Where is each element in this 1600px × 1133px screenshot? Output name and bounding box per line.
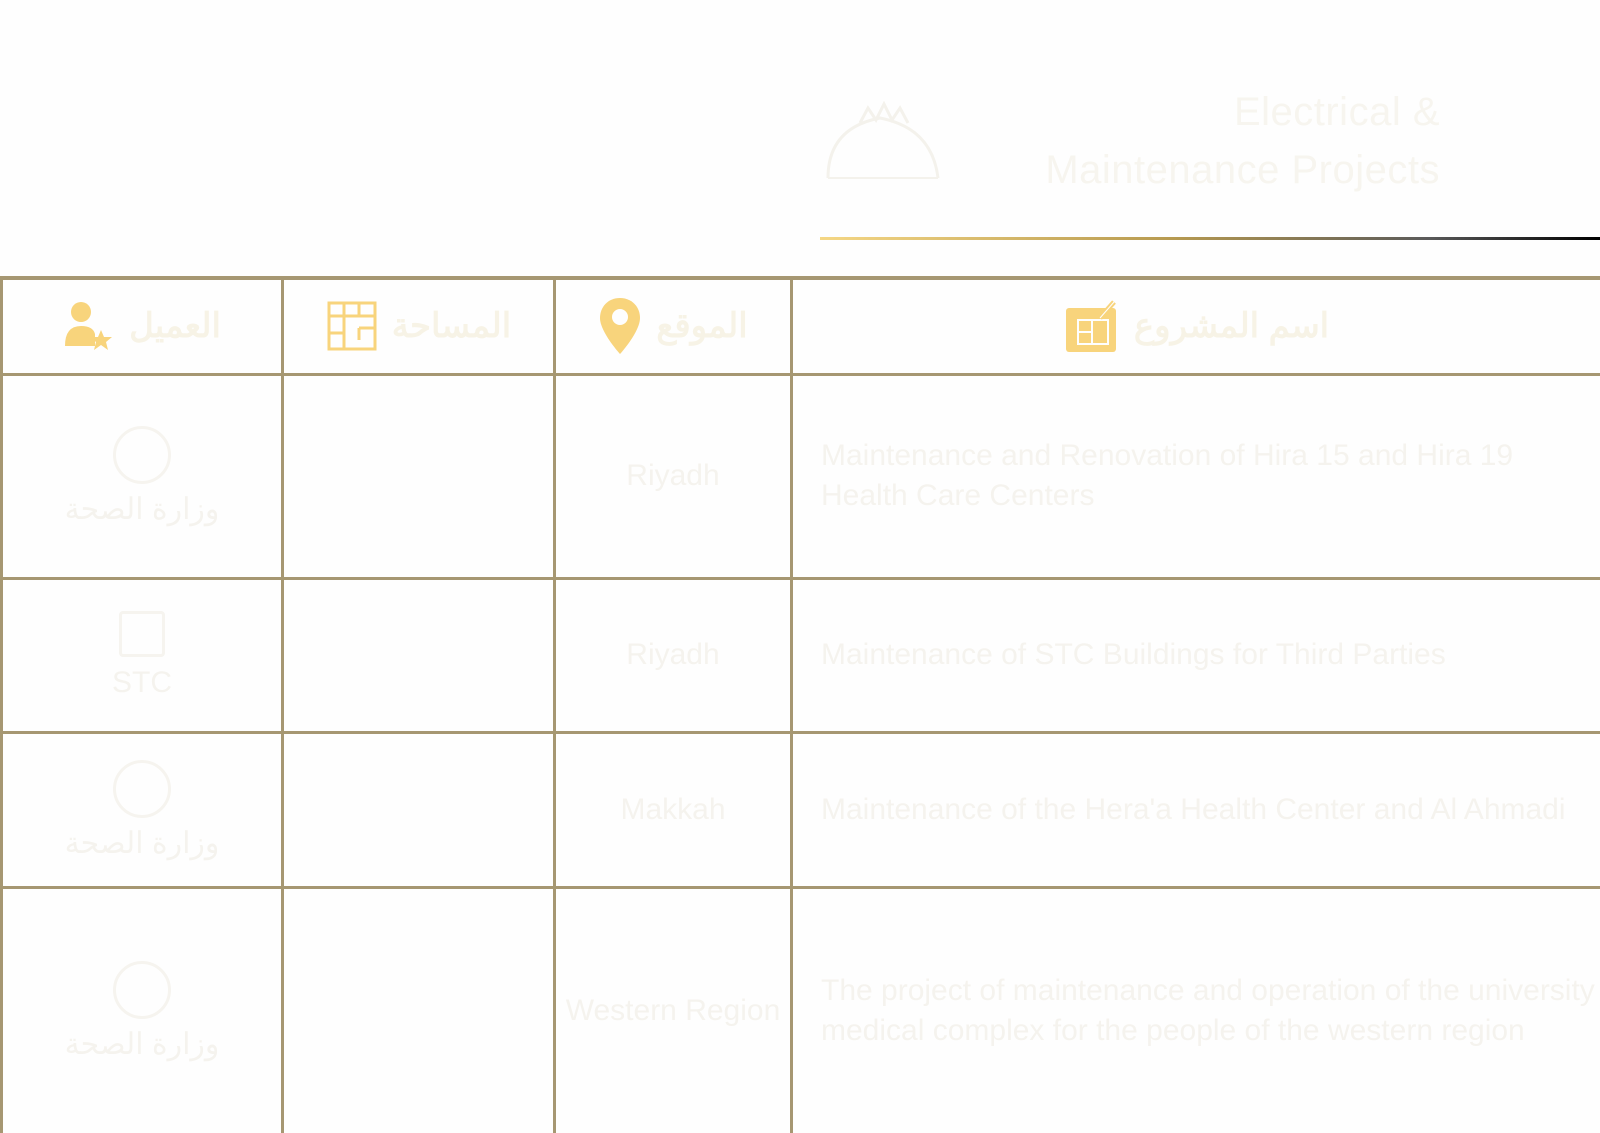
header [820,80,1440,200]
location-cell: Western Region [555,887,792,1133]
header-area [283,278,555,374]
client-name: STC [3,667,281,699]
projects-table [0,276,1600,1133]
client-logo-icon [113,760,171,818]
area-cell [283,374,555,578]
client-logo-icon [113,426,171,484]
header-client [2,278,283,374]
client-cell [2,887,283,1133]
header-project-label: اسم المشروع [1134,306,1329,346]
table-header-row [2,278,1600,374]
location-pin-icon [598,296,642,356]
header-location-label: الموقع [656,306,747,346]
client-logo-icon [119,611,165,657]
header-location [555,278,792,374]
crown-emblem-icon [820,98,960,188]
table-row [2,732,1600,887]
floor-plan-icon [326,300,378,352]
area-cell [283,578,555,732]
area-cell [283,732,555,887]
project-description: Maintenance and Renovation of Hira 15 and Hira 19 Health Care Centers [792,374,1600,578]
blueprint-pencil-icon [1064,298,1120,354]
location-cell: Riyadh [555,578,792,732]
area-cell [283,887,555,1133]
page-subtitle: Maintenance Projects [1045,148,1440,193]
client-name: وزارة الصحة [3,494,281,526]
header-project [792,278,1600,374]
location-cell: Makkah [555,732,792,887]
client-cell [2,578,283,732]
client-logo-icon [113,961,171,1019]
client-name: وزارة الصحة [3,828,281,860]
location-cell: Riyadh [555,374,792,578]
header-divider [820,237,1600,240]
header-client-label: العميل [129,306,221,346]
project-description: The project of maintenance and operation of the university medical complex for the people of the western region [792,887,1600,1133]
header-area-label: المساحة [392,306,511,346]
client-cell [2,732,283,887]
page-title: Electrical & [1234,90,1440,135]
client-star-icon [63,300,115,352]
client-cell [2,374,283,578]
table-row [2,578,1600,732]
client-name: وزارة الصحة [3,1029,281,1061]
table-row [2,374,1600,578]
project-description: Maintenance of STC Buildings for Third Parties [792,578,1600,732]
table-row [2,887,1600,1133]
project-description: Maintenance of the Hera'a Health Center and Al Ahmadi [792,732,1600,887]
